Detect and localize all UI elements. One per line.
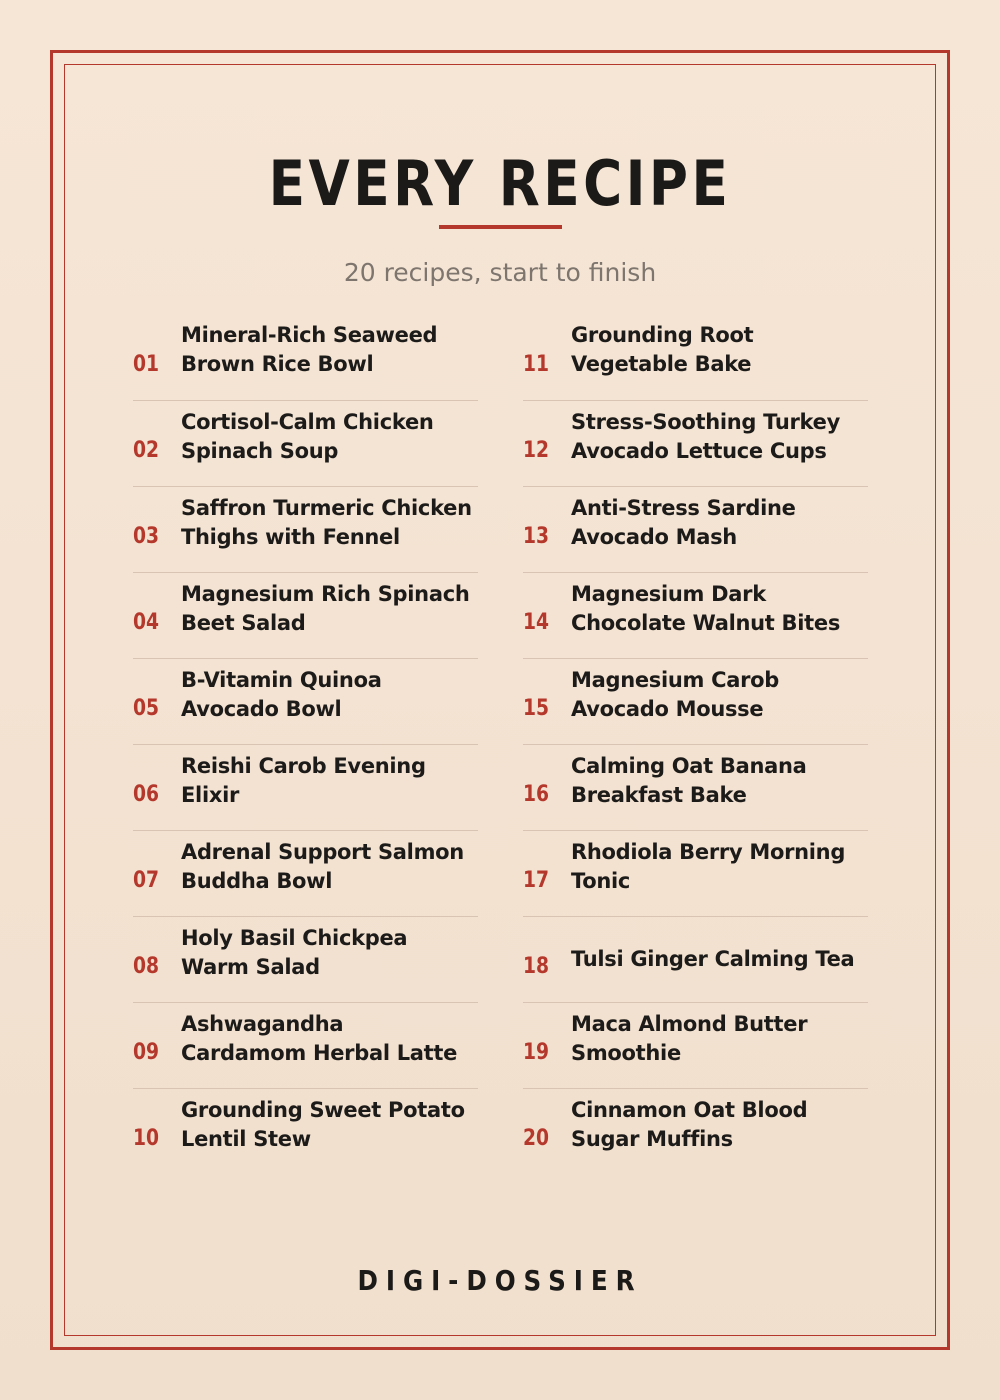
- recipe-item: [133, 486, 478, 572]
- recipe-number: 13: [523, 524, 550, 549]
- recipe-number: 18: [523, 954, 550, 979]
- recipe-item: [523, 486, 868, 572]
- page-subtitle: 20 recipes, start to finish: [343, 258, 657, 287]
- recipe-title: Stress-Soothing Turkey Avocado Lettuce Cups: [571, 409, 840, 463]
- recipe-title: Adrenal Support Salmon Buddha Bowl: [181, 839, 464, 893]
- recipe-item: [133, 916, 478, 1002]
- recipe-title: Anti-Stress Sardine Avocado Mash: [571, 495, 796, 549]
- recipe-number: 05: [133, 696, 160, 721]
- page-title: EVERY RECIPE: [268, 147, 732, 220]
- recipe-item: [133, 830, 478, 916]
- recipe-title: Ashwagandha Cardamom Herbal Latte: [181, 1011, 458, 1065]
- recipe-title: Cortisol-Calm Chicken Spinach Soup: [181, 409, 434, 463]
- recipe-number: 07: [133, 868, 160, 893]
- recipe-item: [523, 830, 868, 916]
- recipe-item: [133, 1002, 478, 1088]
- recipe-title: Saffron Turmeric Chicken Thighs with Fennel: [181, 495, 472, 549]
- recipe-number: 12: [523, 438, 550, 463]
- recipe-item: [133, 572, 478, 658]
- recipe-item: [523, 314, 868, 400]
- recipe-number: 17: [523, 868, 550, 893]
- recipe-number: 15: [523, 696, 550, 721]
- recipe-item: [523, 572, 868, 658]
- recipe-item: [133, 658, 478, 744]
- recipe-number: 11: [523, 351, 550, 377]
- recipe-item: [523, 658, 868, 744]
- recipe-item: [133, 1088, 478, 1174]
- recipe-title: Mineral-Rich Seaweed Brown Rice Bowl: [181, 323, 438, 376]
- recipe-title: Grounding Sweet Potato Lentil Stew: [181, 1097, 465, 1151]
- recipe-item: [523, 400, 868, 486]
- recipe-item: [523, 1002, 868, 1088]
- recipe-title: Cinnamon Oat Blood Sugar Muffins: [571, 1097, 808, 1151]
- recipe-item: [523, 744, 868, 830]
- recipe-number: 01: [133, 351, 160, 377]
- recipe-title: Magnesium Dark Chocolate Walnut Bites: [571, 581, 841, 635]
- recipe-item: [523, 916, 868, 1002]
- brand-footer: DIGI-DOSSIER: [357, 1264, 643, 1297]
- recipe-item: [133, 314, 478, 400]
- recipe-title: Reishi Carob Evening Elixir: [181, 753, 426, 807]
- recipe-number: 19: [523, 1040, 550, 1065]
- recipe-title: Grounding Root Vegetable Bake: [571, 323, 754, 376]
- recipe-number: 03: [133, 524, 160, 549]
- recipe-title: Tulsi Ginger Calming Tea: [571, 947, 855, 971]
- recipe-number: 04: [133, 610, 160, 635]
- recipe-list-right: [523, 314, 868, 1174]
- recipe-number: 16: [523, 782, 550, 807]
- recipe-title: Holy Basil Chickpea Warm Salad: [181, 925, 408, 979]
- recipe-list-left: [133, 314, 478, 1174]
- recipe-title: Calming Oat Banana Breakfast Bake: [571, 753, 807, 807]
- recipe-item: [523, 1088, 868, 1174]
- recipe-number: 02: [133, 438, 160, 463]
- recipe-number: 09: [133, 1040, 160, 1065]
- recipe-number: 10: [133, 1126, 160, 1151]
- recipe-title: B-Vitamin Quinoa Avocado Bowl: [181, 667, 382, 721]
- recipe-number: 08: [133, 954, 160, 979]
- title-underline: [439, 225, 562, 229]
- recipe-item: [133, 400, 478, 486]
- recipe-number: 06: [133, 782, 160, 807]
- recipe-title: Rhodiola Berry Morning Tonic: [571, 839, 846, 893]
- recipe-title: Magnesium Carob Avocado Mousse: [571, 667, 780, 721]
- recipe-title: Maca Almond Butter Smoothie: [571, 1011, 808, 1065]
- recipe-item: [133, 744, 478, 830]
- recipe-title: Magnesium Rich Spinach Beet Salad: [181, 581, 470, 635]
- recipe-number: 14: [523, 610, 550, 635]
- recipe-number: 20: [523, 1126, 550, 1151]
